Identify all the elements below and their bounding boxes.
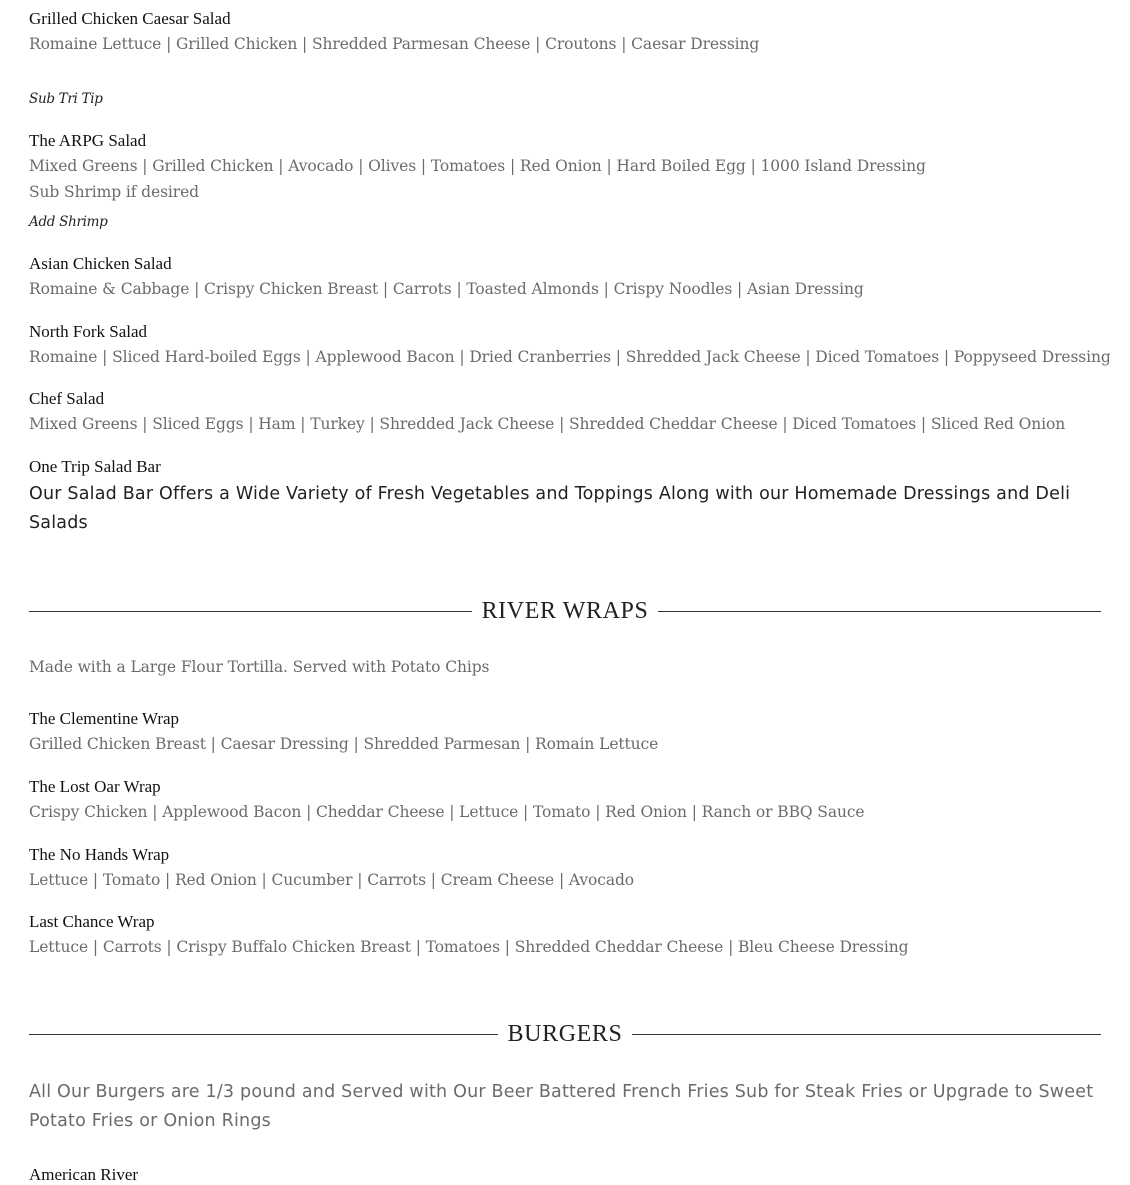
item-modifier: Sub Tri Tip [29,91,103,107]
divider-right [658,611,1101,612]
divider-left [29,1034,498,1035]
item-description: Crispy Chicken | Applewood Bacon | Cheddar Cheese | Lettuce | Tomato | Red Onion | Ranch or BBQ Sauce [29,803,865,821]
item-title: The No Hands Wrap [29,845,170,864]
section-intro: All Our Burgers are 1/3 pound and Served with Our Beer Battered French Fries Sub for Steak Fries or Upgrade to Sweet Potato Fries or Onion Rings [29,1082,1094,1131]
item-description: Romaine | Sliced Hard-boiled Eggs | Applewood Bacon | Dried Cranberries | Shredded Jack Cheese | Diced Tomatoes | Poppyseed Dressing [29,348,1111,366]
item-title: North Fork Salad [29,322,148,341]
item-title: American River [29,1165,139,1184]
item-description-note: Sub Shrimp if desired [29,183,199,201]
item-description: Grilled Chicken Breast | Caesar Dressing | Shredded Parmesan | Romain Lettuce [29,735,659,753]
section-header-burgers [29,1019,1101,1049]
item-title: Asian Chicken Salad [29,254,172,273]
item-title: The ARPG Salad [29,131,147,150]
section-header-wraps [29,596,1101,626]
section-intro: Made with a Large Flour Tortilla. Served with Potato Chips [29,658,490,676]
item-title: The Clementine Wrap [29,709,180,728]
item-description: Mixed Greens | Grilled Chicken | Avocado | Olives | Tomatoes | Red Onion | Hard Boiled Egg | 1000 Island Dressing [29,157,926,175]
item-title: Grilled Chicken Caesar Salad [29,9,231,28]
divider-right [632,1034,1101,1035]
section-title: BURGERS [507,1021,623,1047]
item-description: Lettuce | Tomato | Red Onion | Cucumber | Carrots | Cream Cheese | Avocado [29,871,635,889]
section-title: RIVER WRAPS [481,598,649,624]
item-description: Lettuce | Carrots | Crispy Buffalo Chicken Breast | Tomatoes | Shredded Cheddar Cheese | Bleu Cheese Dressing [29,938,909,956]
item-title: Chef Salad [29,389,105,408]
item-title: Last Chance Wrap [29,912,155,931]
divider-left [29,611,472,612]
item-description: Our Salad Bar Offers a Wide Variety of Fresh Vegetables and Toppings Along with our Homemade Dressings and Deli Salads [29,484,1071,533]
item-title: One Trip Salad Bar [29,457,161,476]
item-modifier: Add Shrimp [29,214,108,230]
item-description: Mixed Greens | Sliced Eggs | Ham | Turkey | Shredded Jack Cheese | Shredded Cheddar Cheese | Diced Tomatoes | Sliced Red Onion [29,415,1066,433]
item-description: Romaine & Cabbage | Crispy Chicken Breast | Carrots | Toasted Almonds | Crispy Noodles | Asian Dressing [29,280,864,298]
item-description: Romaine Lettuce | Grilled Chicken | Shredded Parmesan Cheese | Croutons | Caesar Dressing [29,35,760,53]
item-title: The Lost Oar Wrap [29,777,161,796]
